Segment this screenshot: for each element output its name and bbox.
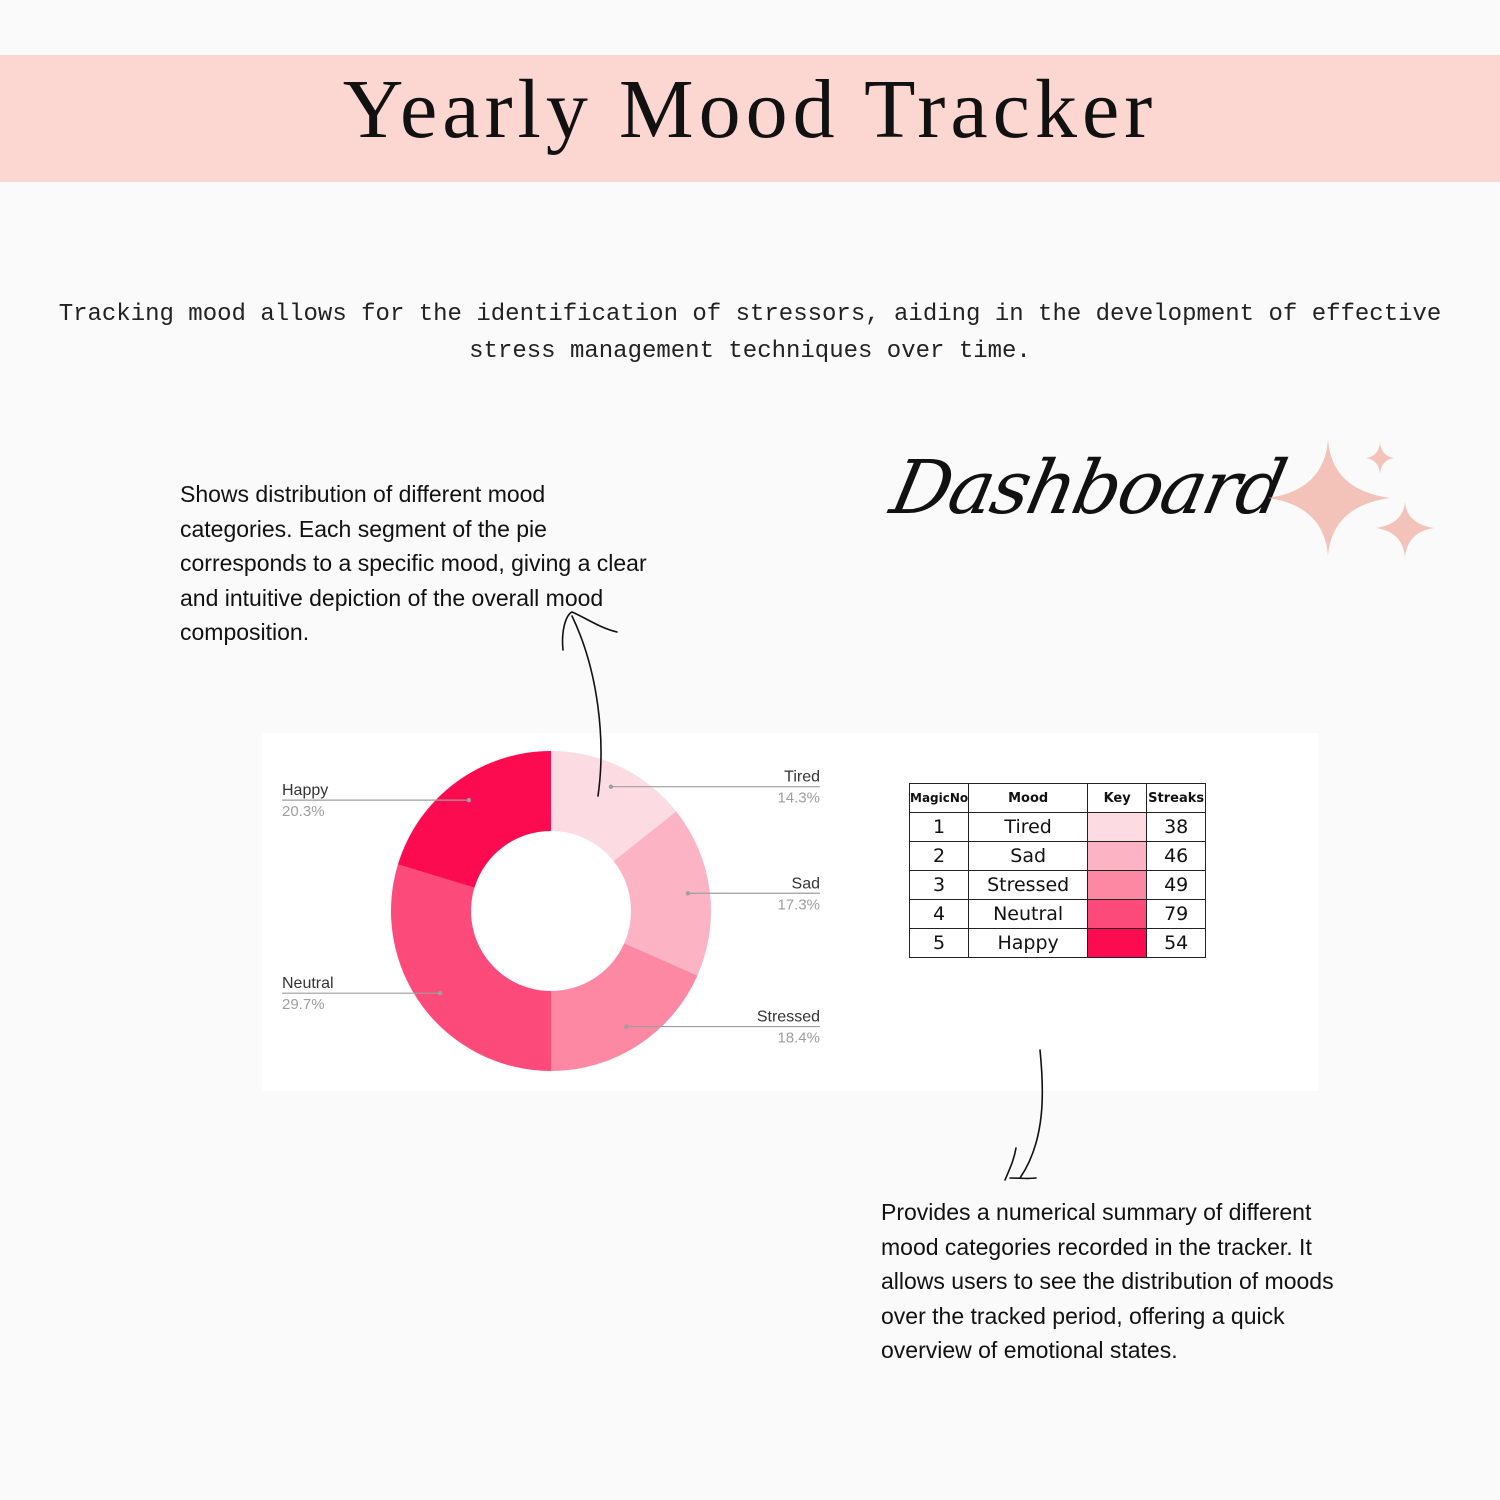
slice-label-value: 14.3% <box>777 789 820 807</box>
row-key-swatch <box>1088 929 1147 958</box>
page-title: Yearly Mood Tracker <box>342 63 1158 156</box>
row-mood: Sad <box>969 842 1088 871</box>
intro-text: Tracking mood allows for the identification of stressors, aiding in the development of effective stress management techniques over time. <box>58 301 1442 365</box>
chart-slices <box>391 751 711 1071</box>
slice-label-name: Happy <box>282 782 329 800</box>
row-streaks: 54 <box>1147 929 1206 958</box>
leader-dot <box>609 784 613 788</box>
table-description: Provides a numerical summary of different mood categories recorded in the tracker. It allows users to see the distribution of moods over the tracked period, offering a quick overview of emotional states. <box>881 1199 1334 1363</box>
slice-neutral <box>391 864 551 1071</box>
header-streaks: Streaks <box>1147 784 1206 813</box>
row-number: 4 <box>910 900 969 929</box>
slice-happy <box>398 751 551 888</box>
table-row <box>910 871 1206 900</box>
row-number: 3 <box>910 871 969 900</box>
chart-description: Shows distribution of different mood categories. Each segment of the pie corresponds to a specific mood, giving a clear and intuitive depiction of the overall mood composition. <box>180 481 647 645</box>
slice-label-name: Stressed <box>756 1008 820 1026</box>
row-key-swatch <box>1088 813 1147 842</box>
header-key: Key <box>1088 784 1147 813</box>
slice-label-value: 17.3% <box>777 896 820 914</box>
slice-label-value: 20.3% <box>282 803 325 821</box>
row-mood: Tired <box>969 813 1088 842</box>
slice-label-value: 18.4% <box>777 1029 820 1047</box>
row-mood: Stressed <box>969 871 1088 900</box>
slice-label-name: Neutral <box>282 975 334 993</box>
row-number: 1 <box>910 813 969 842</box>
row-mood: Neutral <box>969 900 1088 929</box>
table-row <box>910 813 1206 842</box>
row-key-swatch <box>1088 900 1147 929</box>
header-magicno: MagicNo <box>910 784 969 813</box>
slice-label-name: Sad <box>791 875 820 893</box>
slice-label-name: Tired <box>784 768 820 786</box>
table-header-row <box>910 784 1206 813</box>
mood-summary-table <box>909 783 1206 958</box>
dashboard-heading: Dashboard <box>883 445 1293 531</box>
header-mood: Mood <box>969 784 1088 813</box>
row-streaks: 49 <box>1147 871 1206 900</box>
slice-label-value: 29.7% <box>282 996 325 1014</box>
row-streaks: 38 <box>1147 813 1206 842</box>
leader-dot <box>467 798 471 802</box>
leader-dot <box>438 991 442 995</box>
table-row <box>910 929 1206 958</box>
row-number: 2 <box>910 842 969 871</box>
row-streaks: 79 <box>1147 900 1206 929</box>
row-streaks: 46 <box>1147 842 1206 871</box>
leader-dot <box>624 1024 628 1028</box>
row-mood: Happy <box>969 929 1088 958</box>
row-key-swatch <box>1088 871 1147 900</box>
medium-sparkle-icon <box>1376 502 1434 558</box>
leader-dot <box>686 891 690 895</box>
table-row <box>910 900 1206 929</box>
sparkles-icon <box>1260 430 1450 570</box>
row-key-swatch <box>1088 842 1147 871</box>
table-row <box>910 842 1206 871</box>
small-sparkle-icon <box>1366 442 1394 474</box>
row-number: 5 <box>910 929 969 958</box>
mood-donut-chart <box>262 733 842 1091</box>
